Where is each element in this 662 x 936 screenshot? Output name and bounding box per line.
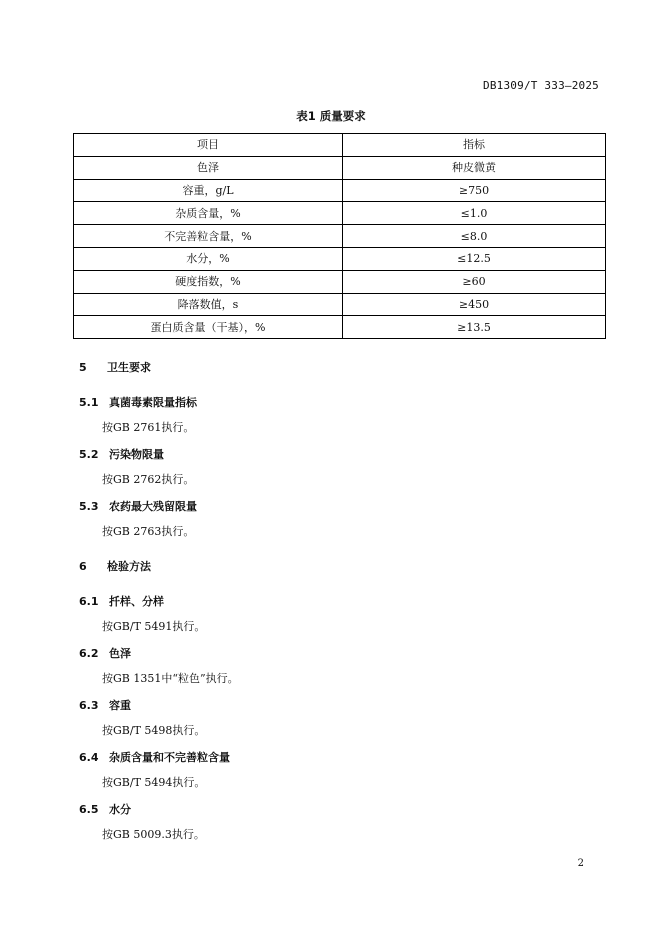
table-cell-item: 水分，% bbox=[74, 247, 343, 270]
table-row bbox=[74, 202, 606, 225]
table-row bbox=[74, 179, 606, 202]
subsection-heading bbox=[79, 498, 197, 514]
table-row bbox=[74, 225, 606, 248]
section-title: 扦样、分样 bbox=[109, 595, 164, 608]
section-title: 杂质含量和不完善粒含量 bbox=[109, 751, 230, 764]
body-text: 按GB 5009.3执行。 bbox=[102, 828, 205, 841]
subsection-heading bbox=[79, 749, 230, 765]
section-title: 污染物限量 bbox=[109, 448, 164, 461]
section-title: 容重 bbox=[109, 699, 131, 712]
table-cell-value: ≥450 bbox=[343, 293, 606, 316]
section-number: 6.2 bbox=[79, 647, 99, 660]
section-title: 检验方法 bbox=[107, 560, 151, 573]
table-cell-item: 杂质含量，% bbox=[74, 202, 343, 225]
table-cell-value: ≤12.5 bbox=[343, 247, 606, 270]
table-cell-value: ≥13.5 bbox=[343, 316, 606, 339]
table-cell-item: 色泽 bbox=[74, 156, 343, 179]
section-number: 5.3 bbox=[79, 500, 99, 513]
table-header-cell: 项目 bbox=[74, 134, 343, 157]
section-number: 6 bbox=[79, 560, 87, 573]
table-row bbox=[74, 156, 606, 179]
table-cell-item: 降落数值，s bbox=[74, 293, 343, 316]
section-title: 农药最大残留限量 bbox=[109, 500, 197, 513]
subsection-heading bbox=[79, 394, 197, 410]
table-header-cell: 指标 bbox=[343, 134, 606, 157]
section-title: 卫生要求 bbox=[107, 361, 151, 374]
table-row bbox=[74, 316, 606, 339]
section-number: 6.1 bbox=[79, 595, 99, 608]
body-text: 按GB 2761执行。 bbox=[102, 421, 195, 434]
subsection-heading bbox=[79, 801, 131, 817]
section-number: 5.1 bbox=[79, 396, 99, 409]
body-text: 按GB 2763执行。 bbox=[102, 525, 195, 538]
body-text: 按GB/T 5494执行。 bbox=[102, 776, 206, 789]
body-text: 按GB/T 5498执行。 bbox=[102, 724, 206, 737]
table-cell-value: 种皮微黄 bbox=[343, 156, 606, 179]
table-row bbox=[74, 270, 606, 293]
table-row bbox=[74, 293, 606, 316]
subsection-heading bbox=[79, 446, 164, 462]
section-number: 6.5 bbox=[79, 803, 99, 816]
subsection-heading bbox=[79, 645, 131, 661]
section-number: 5.2 bbox=[79, 448, 99, 461]
table-cell-item: 硬度指数，% bbox=[74, 270, 343, 293]
subsection-heading bbox=[79, 593, 164, 609]
table-cell-value: ≥60 bbox=[343, 270, 606, 293]
section-title: 色泽 bbox=[109, 647, 131, 660]
subsection-heading bbox=[79, 697, 131, 713]
body-text: 按GB 2762执行。 bbox=[102, 473, 195, 486]
section-heading bbox=[79, 558, 151, 574]
table-cell-value: ≤8.0 bbox=[343, 225, 606, 248]
table-header-row bbox=[74, 134, 606, 157]
table-cell-value: ≥750 bbox=[343, 179, 606, 202]
page-number: 2 bbox=[577, 858, 584, 869]
section-title: 真菌毒素限量指标 bbox=[109, 396, 197, 409]
section-title: 水分 bbox=[109, 803, 131, 816]
section-number: 6.4 bbox=[79, 751, 99, 764]
document-number: DB1309/T 333—2025 bbox=[483, 79, 599, 92]
body-text: 按GB 1351中“粒色”执行。 bbox=[102, 672, 239, 685]
table-cell-value: ≤1.0 bbox=[343, 202, 606, 225]
table-row bbox=[74, 247, 606, 270]
table-cell-item: 不完善粒含量，% bbox=[74, 225, 343, 248]
section-number: 6.3 bbox=[79, 699, 99, 712]
table-cell-item: 容重，g/L bbox=[74, 179, 343, 202]
quality-requirements-table bbox=[73, 133, 606, 339]
table-cell-item: 蛋白质含量（干基），% bbox=[74, 316, 343, 339]
table-title: 表1 质量要求 bbox=[296, 109, 366, 123]
body-text: 按GB/T 5491执行。 bbox=[102, 620, 206, 633]
section-heading bbox=[79, 359, 151, 375]
section-number: 5 bbox=[79, 361, 87, 374]
